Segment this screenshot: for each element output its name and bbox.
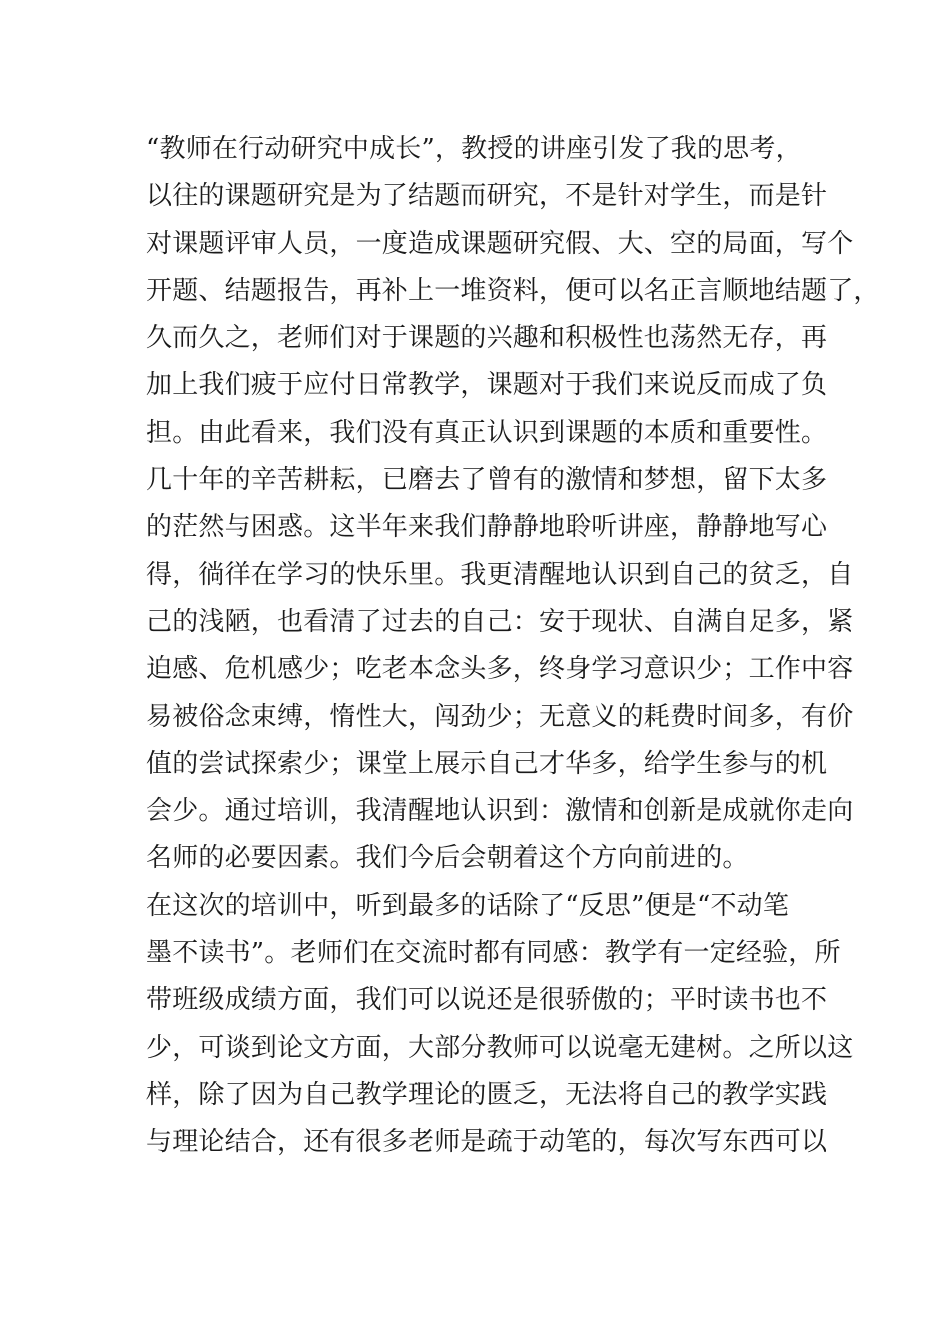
text-line: 以往的课题研究是为了结题而研究，不是针对学生，而是针 [146,181,828,212]
text-line: 加上我们疲于应付日常教学，课题对于我们来说反而成了负 [146,370,828,401]
text-line: 得，徜徉在学习的快乐里。我更清醒地认识到自己的贫乏，自 [146,559,854,590]
text-line: 样，除了因为自己教学理论的匮乏，无法将自己的教学实践 [146,1079,828,1110]
text-line: 易被俗念束缚，惰性大，闯劲少；无意义的耗费时间多，有价 [146,701,854,732]
text-line: 开题、结题报告，再补上一堆资料，便可以名正言顺地结题了， [146,275,880,306]
text-line: 与理论结合，还有很多老师是疏于动笔的，每次写东西可以 [146,1127,828,1158]
text-line: 带班级成绩方面，我们可以说还是很骄傲的；平时读书也不 [146,985,828,1016]
text-line: 墨不读书”。老师们在交流时都有同感：教学有一定经验，所 [146,938,841,969]
body-text [146,126,880,1167]
text-line: 几十年的辛苦耕耘，已磨去了曾有的激情和梦想，留下太多 [146,465,828,496]
text-line: 的茫然与困惑。这半年来我们静静地聆听讲座，静静地写心 [146,512,828,543]
text-line: 久而久之，老师们对于课题的兴趣和积极性也荡然无存，再 [146,323,828,354]
text-line: “教师在行动研究中成长”，教授的讲座引发了我的思考， [146,134,802,164]
text-line: 少，可谈到论文方面，大部分教师可以说毫无建树。之所以这 [146,1032,854,1063]
text-line: 担。由此看来，我们没有真正认识到课题的本质和重要性。 [146,417,828,448]
text-line: 会少。通过培训，我清醒地认识到：激情和创新是成就你走向 [146,796,854,827]
text-line: 在这次的培训中，听到最多的话除了“反思”便是“不动笔 [146,890,790,921]
text-line: 值的尝试探索少；课堂上展示自己才华多，给学生参与的机 [146,748,828,779]
text-line: 名师的必要因素。我们今后会朝着这个方向前进的。 [146,843,749,874]
text-line: 迫感、危机感少；吃老本念头多，终身学习意识少；工作中容 [146,654,854,685]
text-line: 对课题评审人员，一度造成课题研究假、大、空的局面，写个 [146,228,854,259]
text-line: 己的浅陋，也看清了过去的自己：安于现状、自满自足多，紧 [146,606,854,637]
